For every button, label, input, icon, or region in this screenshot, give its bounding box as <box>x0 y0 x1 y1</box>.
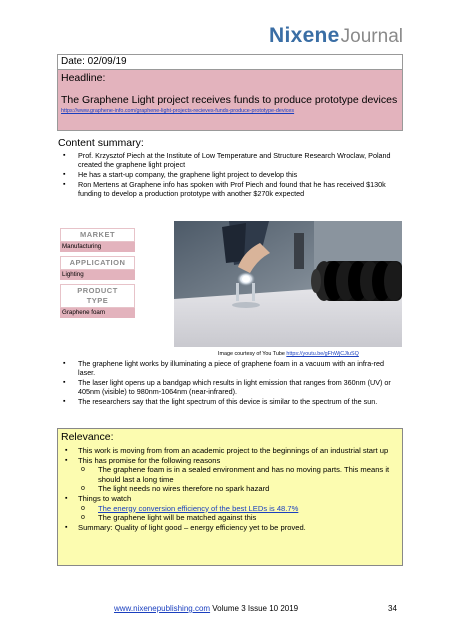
list-item <box>61 494 399 523</box>
relevance-list <box>61 446 399 532</box>
image-caption <box>218 351 359 357</box>
photo-illustration <box>174 221 402 347</box>
headline-label: Headline: <box>61 72 106 84</box>
sub-list-item: o The graphene light will be matched against this <box>78 513 399 523</box>
application-value: Lighting <box>60 270 135 280</box>
logo-brand: Nixene <box>269 24 340 47</box>
journal-logo <box>269 24 403 48</box>
product-label-line2: TYPE <box>86 296 109 305</box>
sub-list-item: o The graphene foam is in a sealed environment and has no moving parts. This means it should last a long time <box>78 465 399 484</box>
list-item: ▪ Ron Mertens at Graphene info has spoken with Prof Piech and found that he has received $130k funding to develop a production prototype with another $270k expected <box>58 181 398 199</box>
relevance-box <box>57 428 403 566</box>
caption-link[interactable]: https://youtu.be/gFhWjCJluSQ <box>286 351 359 357</box>
product-value: Graphene foam <box>60 308 135 318</box>
product-label-line1: PRODUCT <box>77 286 118 295</box>
logo-sub: Journal <box>340 26 403 47</box>
relevance-title: Relevance: <box>61 431 114 443</box>
led-efficiency-link[interactable]: The energy conversion efficiency of the best LEDs is 48.7% <box>98 503 299 513</box>
sub-list <box>78 504 399 523</box>
summary-list-2 <box>58 360 398 408</box>
list-item: ▪ Summary: Quality of light good – energy efficiency yet to be proved. <box>61 523 399 533</box>
product-type-label <box>60 284 135 308</box>
sub-list-item <box>78 504 399 514</box>
headline-text: The Graphene Light project receives funds to produce prototype devices <box>61 94 398 106</box>
publisher-link[interactable]: www.nixenepublishing.com <box>114 604 211 613</box>
list-item-text: Things to watch <box>78 493 132 503</box>
graphene-light-photo <box>174 221 402 347</box>
list-item: ▪ Prof. Krzysztof Piech at the Institute of Low Temperature and Structure Research Wroclaw, Poland created the graphene light project <box>58 152 398 170</box>
sub-list <box>78 465 399 494</box>
page-number: 34 <box>388 604 397 613</box>
list-item: ▪ The laser light opens up a bandgap which results in light emission that ranges from 360nm (UV) or 405nm (visible) to 980nm-1064nm (near-infrared). <box>58 379 398 397</box>
list-item: ▪ He has a start-up company, the graphene light project to develop this <box>58 171 398 180</box>
summary-list <box>58 152 398 200</box>
list-item: ▪ This work is moving from from an academic project to the beginnings of an industrial start up <box>61 446 399 456</box>
market-value: Manufacturing <box>60 242 135 252</box>
list-item: ▪ The graphene light works by illuminating a piece of graphene foam in a vacuum with an infra-red laser. <box>58 360 398 378</box>
list-item: ▪ The researchers say that the light spectrum of this device is similar to the spectrum of the sun. <box>58 398 398 407</box>
market-label: MARKET <box>60 228 135 242</box>
headline-source-link[interactable]: https://www.graphene-info.com/graphene-light-projects-recieves-funds-produce-prototype-devices <box>61 108 295 114</box>
content-summary-title: Content summary: <box>58 137 144 149</box>
caption-text: Image courtesy of You Tube <box>218 351 287 357</box>
sub-list-item: o The light needs no wires therefore no spark hazard <box>78 484 399 494</box>
date-field: Date: 02/09/19 <box>57 54 403 69</box>
tag-panel <box>60 228 135 322</box>
list-item-text: This has promise for the following reasons <box>78 455 221 465</box>
issue-text: Volume 3 Issue 10 2019 <box>210 604 299 613</box>
footer-left <box>114 604 298 613</box>
application-label: APPLICATION <box>60 256 135 270</box>
headline-box <box>57 69 403 131</box>
list-item <box>61 456 399 494</box>
